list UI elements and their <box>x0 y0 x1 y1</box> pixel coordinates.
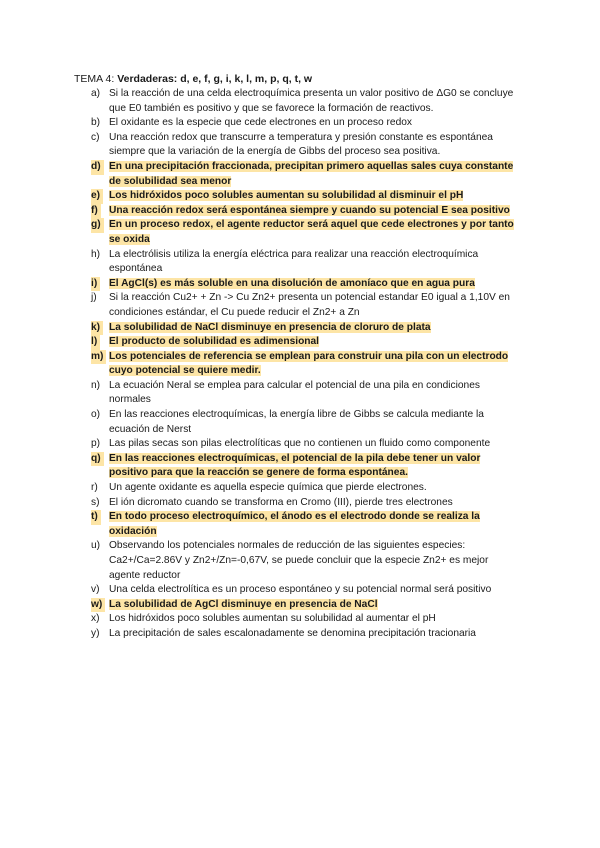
list-item <box>0 160 521 189</box>
item-letter: m) <box>91 350 106 365</box>
item-letter: o) <box>91 409 101 421</box>
item-text: En una precipitación fraccionada, precipitan primero aquellas sales cuya constante de solubilidad sea menor <box>109 160 514 187</box>
list-item <box>0 583 521 598</box>
item-letter: e) <box>91 189 103 204</box>
item-letter: r) <box>91 482 98 494</box>
item-text: La ecuación Neral se emplea para calcular el potencial de una pila en condiciones normales <box>109 379 480 406</box>
item-letter: p) <box>91 438 101 450</box>
page-heading <box>74 72 312 86</box>
item-text: Los potenciales de referencia se emplean para construir una pila con un electrodo cuyo potencial se quiere medir. <box>109 350 509 377</box>
list-item <box>0 408 521 437</box>
list-item <box>0 131 521 160</box>
item-letter: w) <box>91 598 105 613</box>
question-list <box>0 87 600 642</box>
item-text: Una celda electrolítica es un proceso espontáneo y su potencial normal será positivo <box>109 584 492 596</box>
item-letter: a) <box>91 88 101 99</box>
list-item <box>0 598 521 613</box>
item-letter: k) <box>91 321 103 336</box>
item-letter: q) <box>91 452 104 467</box>
list-item <box>0 539 521 583</box>
item-text: Una reacción redox será espontánea siempre y cuando su potencial E sea positivo <box>109 204 510 216</box>
item-text: La electrólisis utiliza la energía eléctrica para realizar una reacción electroquímica espontánea <box>109 248 479 275</box>
item-letter: l) <box>91 335 100 350</box>
item-text: La solubilidad de NaCl disminuye en presencia de cloruro de plata <box>109 321 431 333</box>
item-letter: s) <box>91 496 100 508</box>
item-letter: x) <box>91 613 100 625</box>
list-item <box>0 248 521 277</box>
item-text: El oxidante es la especie que cede electrones en un proceso redox <box>109 117 412 129</box>
list-item <box>0 116 521 131</box>
item-text: Una reacción redox que transcurre a temperatura y presión constante es espontánea siempre que la variación de la energía de Gibbs del proceso sea positiva. <box>109 131 493 158</box>
item-text: Si la reacción de una celda electroquímica presenta un valor positivo de ΔG0 se concluye que E0 también es positivo y que se favorece la formación de reactivos. <box>109 88 514 114</box>
item-text: Un agente oxidante es aquella especie química que pierde electrones. <box>109 482 427 494</box>
item-letter: d) <box>91 160 104 175</box>
item-text: En las reacciones electroquímicas, el potencial de la pila debe tener un valor positivo para que la reacción se genere de forma espontánea. <box>109 452 481 479</box>
item-letter: n) <box>91 379 101 391</box>
item-letter: u) <box>91 540 101 552</box>
list-item <box>0 291 521 320</box>
list-item <box>0 510 521 539</box>
item-text: La solubilidad de AgCl disminuye en presencia de NaCl <box>109 598 378 610</box>
list-item <box>0 452 521 481</box>
list-item <box>0 189 521 204</box>
item-text: En todo proceso electroquímico, el ánodo es el electrodo donde se realiza la oxidación <box>109 511 480 537</box>
item-text: Los hidróxidos poco solubles aumentan su solubilidad al aumentar el pH <box>109 613 436 625</box>
item-text: En un proceso redox, el agente reductor será aquel que cede electrones y por tanto se oxida <box>109 219 514 245</box>
item-text: Las pilas secas son pilas electrolíticas que no contienen un fluido como componente <box>109 438 491 450</box>
item-text: En las reacciones electroquímicas, la energía libre de Gibbs se calcula mediante la ecuación de Nerst <box>109 409 484 435</box>
list-item <box>0 437 521 452</box>
item-letter: v) <box>91 584 100 596</box>
item-text: El AgCl(s) es más soluble en una disolución de amoníaco que en agua pura <box>109 277 475 289</box>
list-item <box>0 379 521 408</box>
list-item <box>0 496 521 511</box>
list-item <box>0 204 521 219</box>
list-item <box>0 481 521 496</box>
heading-answers: Verdaderas: d, e, f, g, i, k, l, m, p, q, t, w <box>117 73 313 85</box>
item-text: Observando los potenciales normales de reducción de las siguientes especies: Ca2+/Ca=2.86V y Zn2+/Zn=-0,67V, se puede concluir que la especie Zn2+ es mejor agente reductor <box>109 540 489 581</box>
list-item <box>0 350 521 379</box>
list-item <box>0 87 521 116</box>
item-letter: y) <box>91 627 100 639</box>
heading-prefix: TEMA 4: <box>74 73 118 85</box>
list-item <box>0 277 521 292</box>
item-letter: c) <box>91 131 100 143</box>
item-letter: t) <box>91 510 101 525</box>
item-text: La precipitación de sales escalonadamente se denomina precipitación tracionaria <box>109 627 476 639</box>
item-text: El ión dicromato cuando se transforma en Cromo (III), pierde tres electrones <box>109 496 453 508</box>
item-letter: i) <box>91 277 100 292</box>
item-text: El producto de solubilidad es adimensional <box>109 336 320 348</box>
item-letter: h) <box>91 248 101 260</box>
list-item <box>0 321 521 336</box>
list-item <box>0 218 521 247</box>
list-item <box>0 627 521 642</box>
list-item <box>0 335 521 350</box>
item-letter: f) <box>91 204 101 219</box>
item-text: Si la reacción Cu2+ + Zn -> Cu Zn2+ presenta un potencial estandar E0 igual a 1,10V en condiciones estándar, el Cu puede reducir el Zn2+ a Zn <box>109 292 510 318</box>
item-text: Los hidróxidos poco solubles aumentan su solubilidad al disminuir el pH <box>109 190 464 202</box>
list-item <box>0 612 521 627</box>
item-letter: g) <box>91 218 104 233</box>
item-letter: b) <box>91 117 101 129</box>
item-letter: j) <box>91 292 97 304</box>
